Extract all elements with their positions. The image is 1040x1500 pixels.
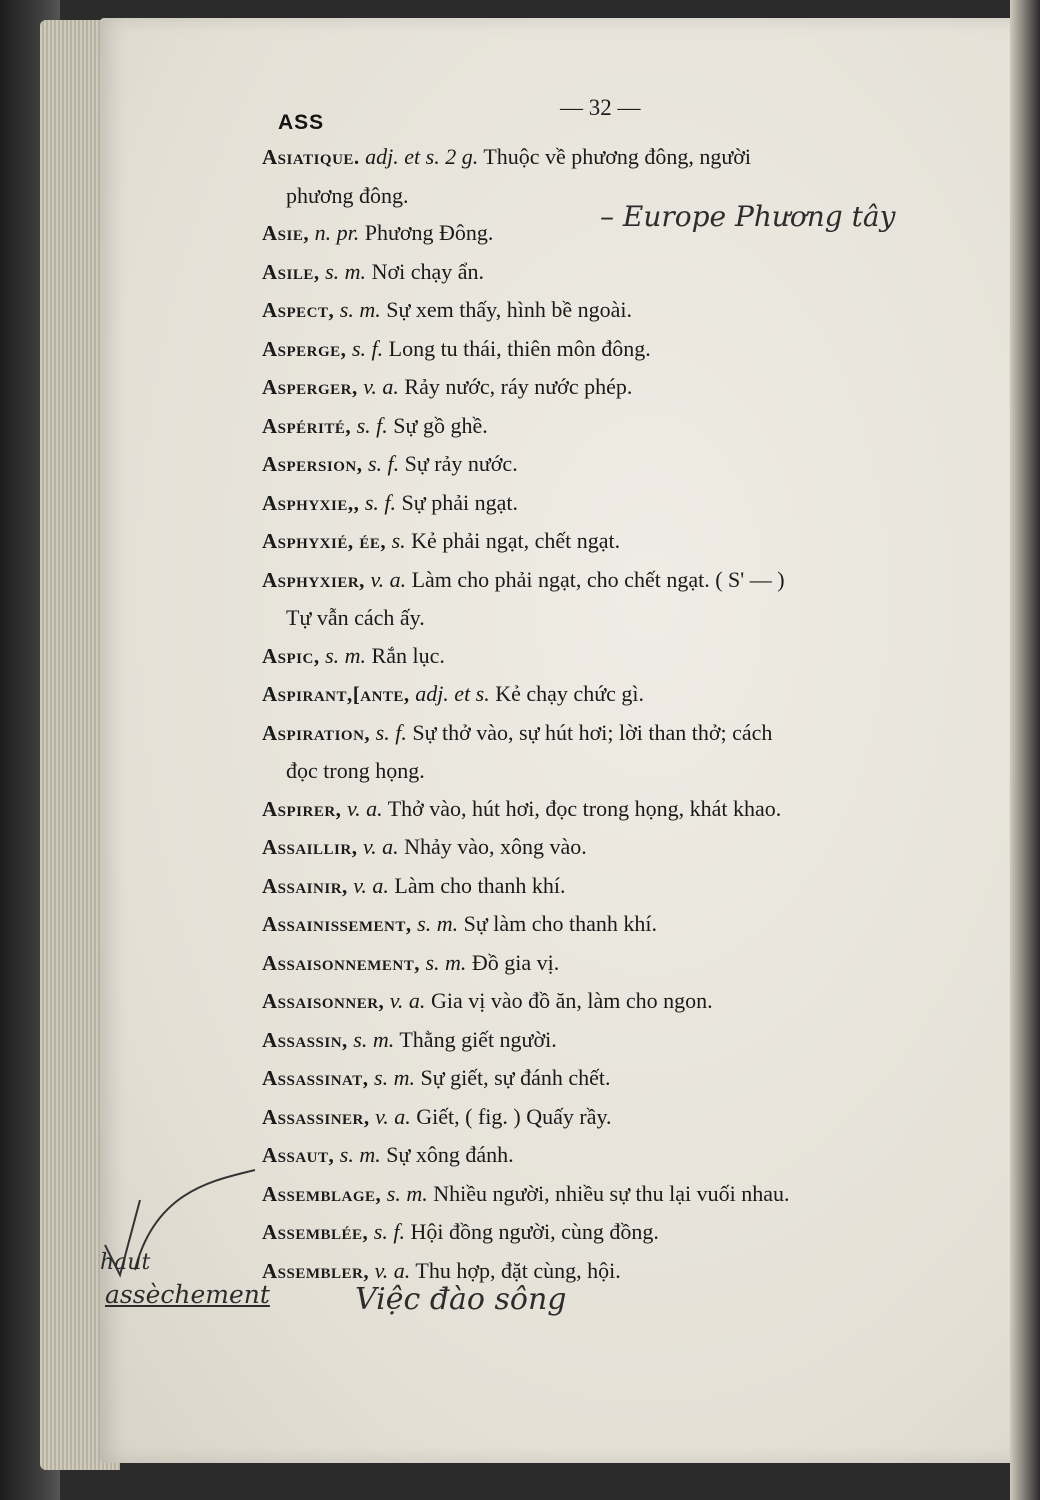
entry-definition: Tự vẫn cách ấy. <box>286 605 425 630</box>
handwritten-arrow-icon <box>95 1160 265 1300</box>
entry-headword: Asphyxié, ée, <box>262 529 387 553</box>
entry-headword: Asiatique. <box>262 145 360 169</box>
entry-grammar: s. f. <box>364 489 397 515</box>
entry-headword: Aspérité, <box>262 413 352 438</box>
entry-definition: Sự giết, sự đánh chết. <box>420 1065 611 1090</box>
entry-grammar: v. a. <box>374 1257 411 1283</box>
entry-grammar: s. m. <box>325 258 367 284</box>
handwritten-note-europe: – Europe Phương tây <box>600 200 896 233</box>
entry-definition: Sự phải ngạt. <box>401 489 518 515</box>
entry-grammar: s. m. <box>386 1180 428 1206</box>
entry-grammar: v. a. <box>363 374 399 399</box>
dictionary-entry <box>262 561 962 600</box>
entry-grammar: s. f. <box>356 412 388 438</box>
handwritten-note-haut: haut <box>100 1250 151 1275</box>
entry-definition: Sự xông đánh. <box>386 1142 514 1167</box>
entry-grammar: v. a. <box>370 566 407 592</box>
entry-definition: phương đông. <box>286 182 409 208</box>
entry-definition: Kẻ chạy chức gì. <box>495 681 644 706</box>
entry-headword: Assaisonner, <box>262 989 385 1013</box>
page-right-edge <box>1010 0 1040 1500</box>
dictionary-entry <box>262 1098 962 1137</box>
dictionary-entry <box>262 599 962 637</box>
entry-grammar: s. f. <box>375 719 407 745</box>
entry-definition: Sự thở vào, sự hút hơi; lời than thở; cách <box>412 719 773 745</box>
entry-grammar: adj. et s. <box>415 681 490 706</box>
entry-grammar: v. a. <box>375 1103 411 1129</box>
entry-definition: Gia vị vào đồ ăn, làm cho ngon. <box>430 988 713 1013</box>
dictionary-entry <box>262 368 962 407</box>
dictionary-entry <box>262 1059 962 1098</box>
entry-headword: Assemblage, <box>262 1181 382 1206</box>
entry-grammar: n. pr. <box>314 220 360 245</box>
running-head: ASS <box>278 111 325 134</box>
entry-definition: Làm cho phải ngạt, cho chết ngạt. ( S' — ) <box>411 566 785 592</box>
dictionary-entry <box>262 714 962 753</box>
dictionary-entry <box>262 407 962 446</box>
dictionary-entry <box>262 445 962 484</box>
entry-headword: Assassin, <box>262 1027 348 1052</box>
dictionary-entry <box>262 330 962 369</box>
dictionary-entry <box>262 905 962 944</box>
entry-grammar: v. a. <box>353 872 389 898</box>
entry-headword: Asperge, <box>262 336 347 361</box>
entry-definition: Hội đồng người, cùng đồng. <box>410 1219 659 1244</box>
entry-headword: Assemblée, <box>262 1220 369 1244</box>
entry-headword: Asie, <box>262 221 310 245</box>
dictionary-entry <box>262 867 962 906</box>
handwritten-note-assechement: assèchement <box>105 1280 270 1309</box>
entry-definition: Long tu thái, thiên môn đông. <box>388 335 651 361</box>
entry-definition: Phương Đông. <box>364 220 494 245</box>
entry-definition: Sự rảy nước. <box>404 451 518 476</box>
entry-definition: Đồ gia vị. <box>471 949 560 975</box>
entry-headword: Assassiner, <box>262 1104 370 1129</box>
dictionary-entry <box>262 138 962 177</box>
entry-headword: Asphyxier, <box>262 567 365 592</box>
entry-definition: Nhiều người, nhiều sự thu lại vuối nhau. <box>433 1180 790 1206</box>
entry-headword: Aspirant,[ante, <box>262 682 410 706</box>
entry-grammar: v. a. <box>362 834 399 859</box>
entry-headword: Asile, <box>262 259 320 284</box>
entry-definition: Giết, ( fig. ) Quấy rầy. <box>416 1103 612 1129</box>
dictionary-entries <box>262 138 962 1290</box>
entry-definition: Sự gồ ghề. <box>393 412 488 438</box>
entry-grammar: v. a. <box>389 988 426 1013</box>
entry-definition: Nhảy vào, xông vào. <box>404 834 587 859</box>
dictionary-entry <box>262 752 962 790</box>
entry-headword: Assembler, <box>262 1258 370 1283</box>
entry-grammar: s. m. <box>417 911 459 936</box>
dictionary-entry <box>262 675 962 714</box>
entry-definition: Rắn lục. <box>371 642 445 668</box>
entry-definition: đọc trong họng. <box>286 758 425 783</box>
entry-headword: Assassinat, <box>262 1066 369 1090</box>
entry-grammar: v. a. <box>346 795 383 821</box>
entry-definition: Nơi chạy ẩn. <box>371 258 484 284</box>
dictionary-entry <box>262 522 962 561</box>
entry-headword: Aspersion, <box>262 452 363 476</box>
entry-headword: Aspiration, <box>262 720 371 745</box>
entry-definition: Sự xem thấy, hình bề ngoài. <box>386 297 632 322</box>
entry-grammar: s. <box>391 528 406 553</box>
entry-headword: Assaillir, <box>262 835 358 859</box>
entry-headword: Aspect, <box>262 298 335 322</box>
entry-headword: Asphyxie,, <box>262 490 360 515</box>
entry-definition: Thằng giết người. <box>399 1026 557 1052</box>
dictionary-entry <box>262 291 962 330</box>
dictionary-entry <box>262 1175 962 1214</box>
dictionary-entry <box>262 1136 962 1175</box>
entry-grammar: s. m. <box>425 949 467 975</box>
entry-headword: Assainir, <box>262 873 348 898</box>
entry-headword: Aspic, <box>262 643 320 668</box>
entry-grammar: adj. et s. 2 g. <box>365 144 479 169</box>
entry-grammar: s. f. <box>367 451 400 476</box>
entry-definition: Thu hợp, đặt cùng, hội. <box>415 1257 621 1283</box>
entry-grammar: s. m. <box>339 1142 381 1167</box>
entry-grammar: s. m. <box>339 297 381 322</box>
dictionary-entry <box>262 637 962 676</box>
dictionary-entry <box>262 790 962 829</box>
entry-definition: Làm cho thanh khí. <box>394 872 566 898</box>
entry-definition: Thở vào, hút hơi, đọc trong họng, khát khao. <box>387 795 782 821</box>
entry-headword: Assaut, <box>262 1143 335 1167</box>
dictionary-entry <box>262 1213 962 1252</box>
entry-definition: Sự làm cho thanh khí. <box>463 911 657 936</box>
handwritten-note-viec-dao-song: Việc đào sông <box>355 1282 567 1317</box>
dictionary-entry <box>262 982 962 1021</box>
entry-headword: Assainissement, <box>262 912 412 936</box>
dictionary-entry <box>262 1021 962 1060</box>
entry-grammar: s. f. <box>373 1219 405 1244</box>
entry-definition: Rảy nước, ráy nước phép. <box>404 374 633 399</box>
dictionary-entry <box>262 253 962 292</box>
entry-definition: Thuộc về phương đông, người <box>483 144 752 169</box>
entry-grammar: s. m. <box>374 1065 415 1090</box>
entry-headword: Aspirer, <box>262 796 342 821</box>
entry-definition: Kẻ phải ngạt, chết ngạt. <box>411 528 621 553</box>
entry-grammar: s. f. <box>351 335 384 361</box>
page-number: — 32 — <box>560 95 641 120</box>
page-header <box>270 95 960 135</box>
entry-grammar: s. m. <box>325 642 367 668</box>
entry-headword: Asperger, <box>262 375 358 399</box>
dictionary-entry <box>262 944 962 983</box>
entry-grammar: s. m. <box>353 1026 395 1052</box>
dictionary-entry <box>262 484 962 523</box>
entry-headword: Assaisonnement, <box>262 950 420 975</box>
dictionary-entry <box>262 828 962 867</box>
